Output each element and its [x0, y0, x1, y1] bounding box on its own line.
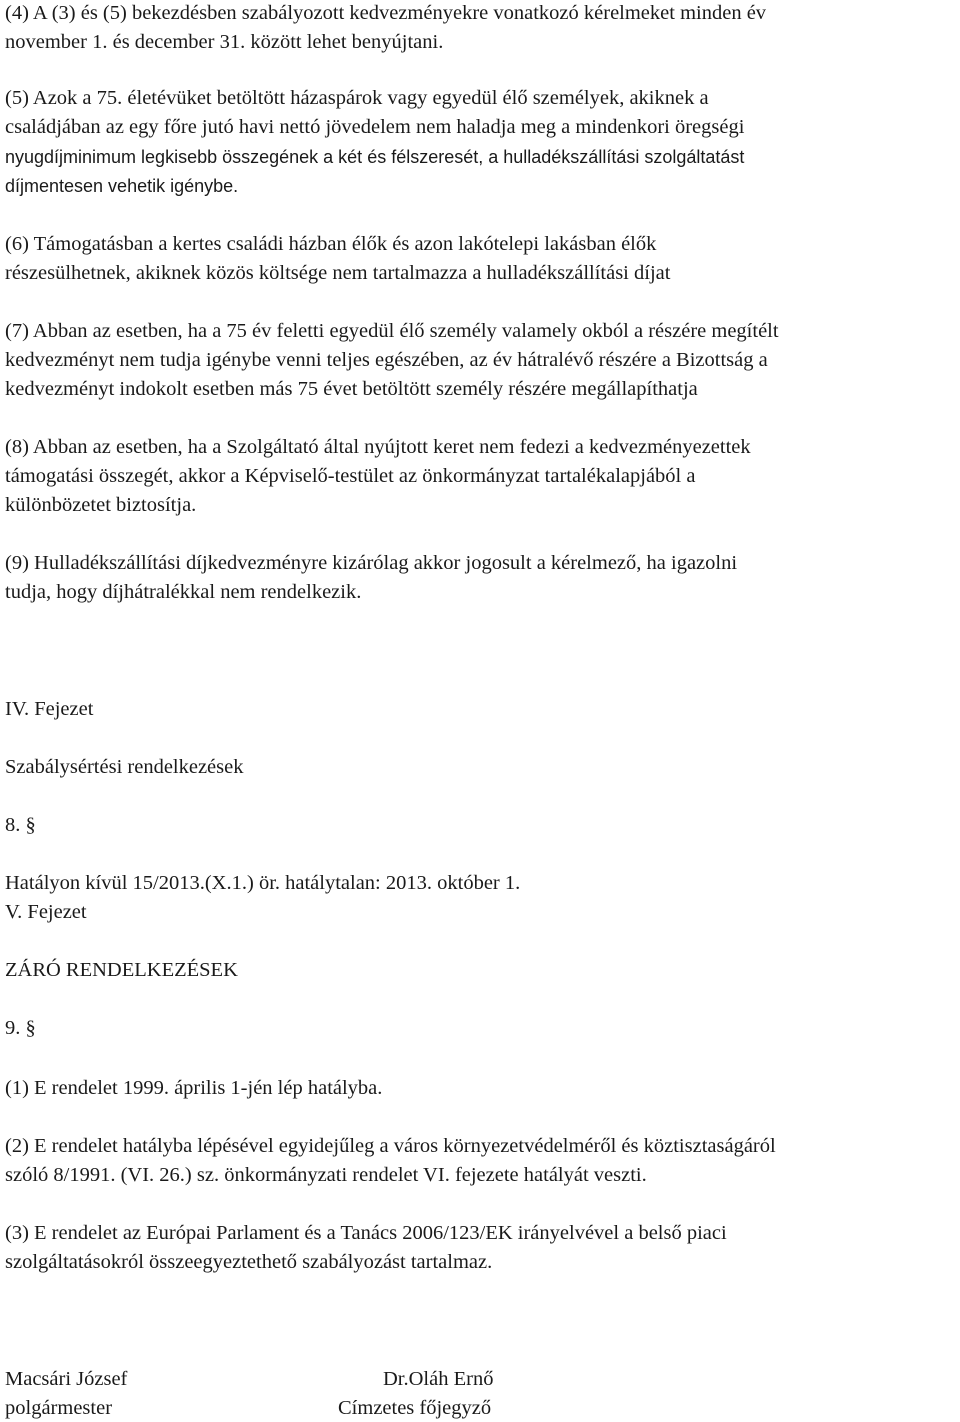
paragraph-8-line-3: különbözetet biztosítja.: [5, 494, 197, 516]
paragraph-9-line-1: (9) Hulladékszállítási díjkedvezményre kizárólag akkor jogosult a kérelmező, ha igazolni: [5, 552, 738, 574]
closing-3-line-1: (3) E rendelet az Európai Parlament és a Tanács 2006/123/EK irányelvével a belső piaci: [5, 1222, 727, 1244]
paragraph-7-line-3: kedvezményt indokolt esetben más 75 évet betöltött személy részére megállapíthatja: [5, 378, 698, 400]
closing-3-line-2: szolgáltatásokról összeegyeztethető szabályozást tartalmaz.: [5, 1251, 493, 1273]
paragraph-4-line-2: november 1. és december 31. között lehet benyújtani.: [5, 31, 444, 53]
paragraph-8-line-1: (8) Abban az esetben, ha a Szolgáltató által nyújtott keret nem fedezi a kedvezményezettek: [5, 436, 751, 458]
paragraph-7-line-1: (7) Abban az esetben, ha a 75 év feletti egyedül élő személy valamely okból a részére megítélt: [5, 320, 779, 342]
signature-left-title: polgármester: [5, 1397, 113, 1419]
closing-1-line-1: (1) E rendelet 1999. április 1-jén lép hatályba.: [5, 1077, 383, 1099]
paragraph-5-line-3: nyugdíjminimum legkisebb összegének a két és félszeresét, a hulladékszállítási szolgáltatást: [5, 147, 745, 167]
signature-right-name: Dr.Oláh Ernő: [383, 1368, 494, 1390]
paragraph-8-line-2: támogatási összegét, akkor a Képviselő-testület az önkormányzat tartalékalapjából a: [5, 465, 696, 487]
paragraph-4-line-1: (4) A (3) és (5) bekezdésben szabályozott kedvezményekre vonatkozó kérelmeket minden év: [5, 2, 767, 24]
paragraph-6-line-2: részesülhetnek, akiknek közös költsége nem tartalmazza a hulladékszállítási díjat: [5, 262, 671, 284]
paragraph-7-line-2: kedvezményt nem tudja igénybe venni teljes egészében, az év hátralévő részére a Bizottság a: [5, 349, 768, 371]
paragraph-5-line-4: díjmentesen vehetik igénybe.: [5, 176, 239, 196]
repeal-note: Hatályon kívül 15/2013.(X.1.) ör. hatálytalan: 2013. október 1.: [5, 872, 521, 894]
paragraph-5-line-2: családjában az egy főre jutó havi nettó jövedelem nem haladja meg a mindenkori öregségi: [5, 116, 745, 138]
closing-2-line-1: (2) E rendelet hatályba lépésével egyidejűleg a város környezetvédelméről és köztisztaságáról: [5, 1135, 776, 1157]
closing-2-line-2: szóló 8/1991. (VI. 26.) sz. önkormányzati rendelet VI. fejezete hatályát veszti.: [5, 1164, 647, 1186]
paragraph-6-line-1: (6) Támogatásban a kertes családi házban élők és azon lakótelepi lakásban élők: [5, 233, 657, 255]
paragraph-5-line-1: (5) Azok a 75. életévüket betöltött házaspárok vagy egyedül élő személyek, akiknek a: [5, 87, 709, 109]
signature-left-name: Macsári József: [5, 1368, 128, 1390]
signature-right-title: Címzetes főjegyző: [338, 1397, 492, 1419]
chapter-4-title: Szabálysértési rendelkezések: [5, 756, 244, 778]
paragraph-9-line-2: tudja, hogy díjhátralékkal nem rendelkezik.: [5, 581, 362, 603]
section-9-number: 9. §: [5, 1017, 36, 1039]
chapter-4-heading: IV. Fejezet: [5, 698, 94, 720]
chapter-5-title: ZÁRÓ RENDELKEZÉSEK: [5, 959, 238, 981]
section-8-number: 8. §: [5, 814, 36, 836]
chapter-5-heading: V. Fejezet: [5, 901, 87, 923]
